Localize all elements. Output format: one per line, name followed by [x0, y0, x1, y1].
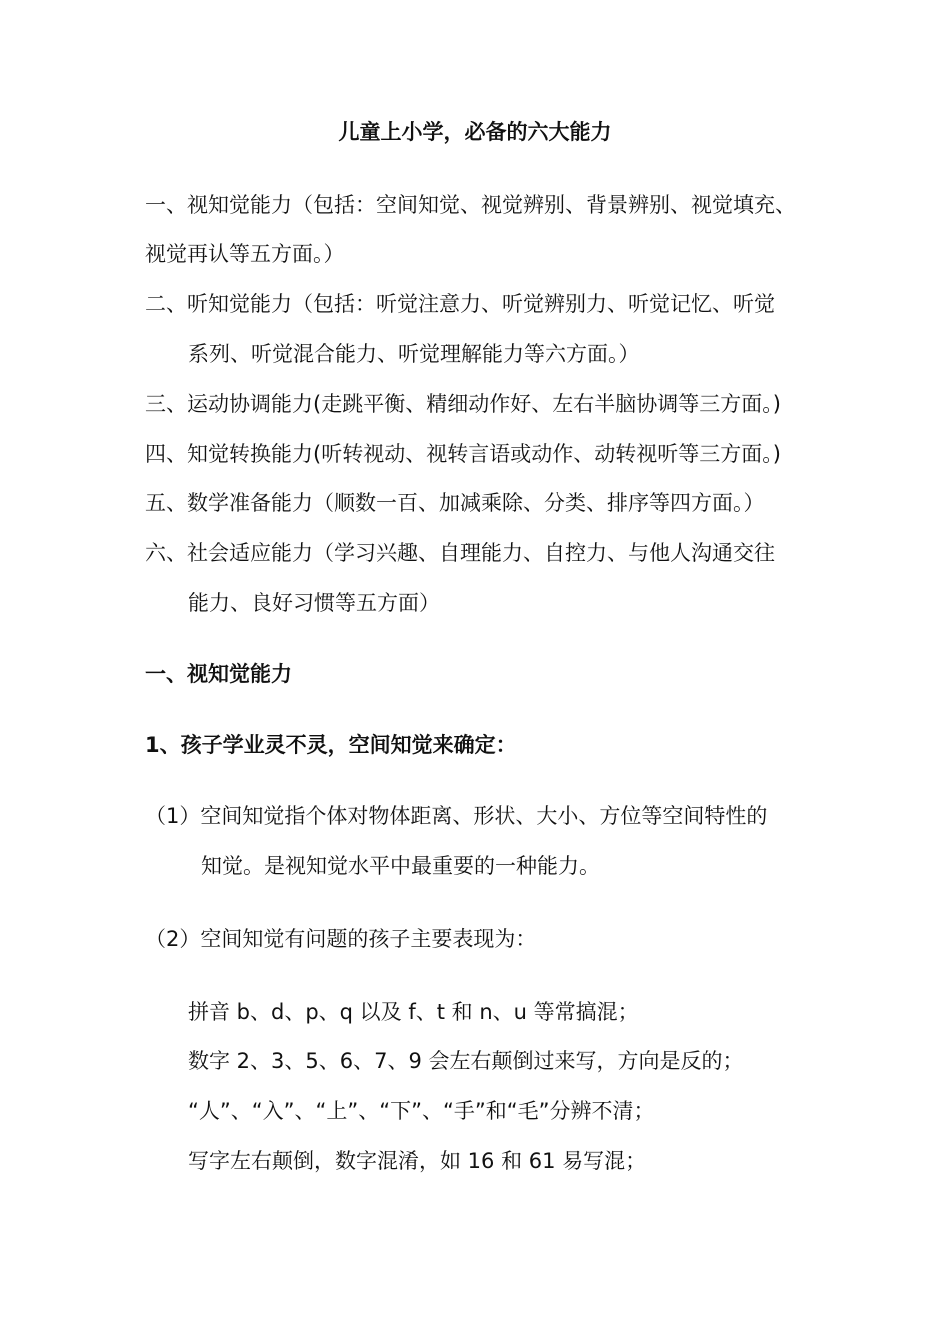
point-2: （2）空间知觉有问题的孩子主要表现为：: [145, 927, 537, 951]
point-1-line2: 知觉。是视知觉水平中最重要的一种能力。: [201, 854, 600, 878]
symptom-item: 数字 2、3、5、6、7、9 会左右颠倒过来写，方向是反的；: [188, 1049, 744, 1073]
overview-item-1-line1: 一、视知觉能力（包括：空间知觉、视觉辨别、背景辨别、视觉填充、: [145, 193, 796, 217]
document-title: 儿童上小学，必备的六大能力: [338, 120, 612, 144]
symptom-item: “人”、“入”、“上”、“下”、“手”和“毛”分辨不清；: [188, 1099, 655, 1123]
overview-item-1-line2: 视觉再认等五方面。）: [145, 242, 345, 266]
point-1-line1: （1）空间知觉指个体对物体距离、形状、大小、方位等空间特性的: [145, 804, 768, 828]
symptom-item: 拼音 b、d、p、q 以及 f、t 和 n、u 等常搞混；: [188, 1000, 639, 1024]
overview-item-2-line2: 系列、听觉混合能力、听觉理解能力等六方面。）: [188, 342, 640, 366]
overview-item-3: 三、运动协调能力(走跳平衡、精细动作好、左右半脑协调等三方面。): [145, 392, 781, 416]
overview-item-2-line1: 二、听知觉能力（包括：听觉注意力、听觉辨别力、听觉记忆、听觉: [145, 292, 775, 316]
section-heading: 一、视知觉能力: [145, 662, 292, 686]
overview-item-4: 四、知觉转换能力(听转视动、视转言语或动作、动转视听等三方面。): [145, 442, 781, 466]
overview-item-5: 五、数学准备能力（顺数一百、加减乘除、分类、排序等四方面。）: [145, 491, 765, 515]
symptom-item: 写字左右颠倒，数字混淆，如 16 和 61 易写混；: [188, 1149, 647, 1173]
subheading: 1、孩子学业灵不灵，空间知觉来确定：: [145, 733, 517, 757]
overview-item-6-line1: 六、社会适应能力（学习兴趣、自理能力、自控力、与他人沟通交往: [145, 541, 775, 565]
overview-item-6-line2: 能力、良好习惯等五方面）: [188, 591, 440, 615]
